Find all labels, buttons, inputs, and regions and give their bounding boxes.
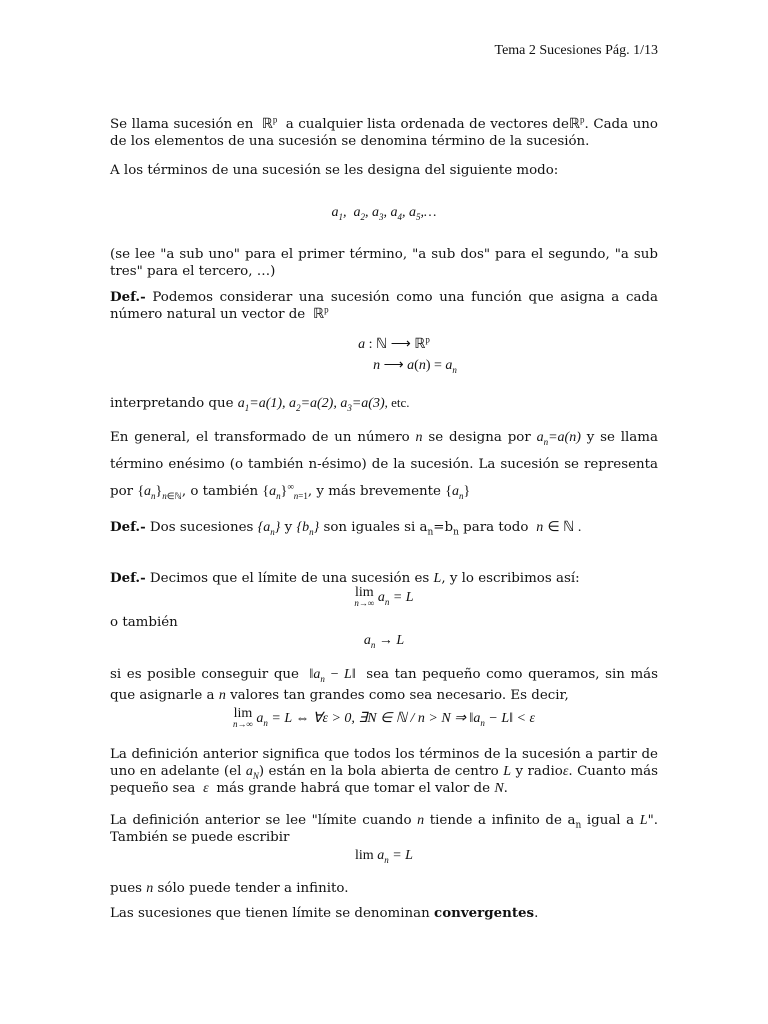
definition-function: Def.- Podemos considerar una sucesión como una función que asigna a cada número natural un vector de ℝ$^p$ xyxy=(110,289,658,322)
paragraph-reading: (se lee "a sub uno" para el primer término, "a sub dos" para el segundo, "a sub tres" para el tercero, …) xyxy=(110,247,658,279)
def-label: Def.- xyxy=(110,289,146,305)
function-mapping: a : ℕ ⟶ ℝ$^p$ n ⟶ $a(n) = a_n$ xyxy=(358,334,457,375)
paragraph-interpretation: interpretando que $a_1=a(1)$, $a_2=a(2)$, $a_3=a(3)$, etc. xyxy=(110,395,410,413)
paragraph-sucesion-definition: Se llama sucesión en ℝ$^p$ a cualquier lista ordenada de vectores deℝ$^p$. Cada uno de los elementos de una sucesión se denomina término de la sucesión. xyxy=(110,114,658,149)
arrow-formula: $a_n \to L$ xyxy=(363,633,405,650)
epsilon-definition: lim n→∞ $a_n = L$ ⇔ ∀ε > 0, ∃N ∈ ℕ / n > N ⇒ $‖a_n$ − L‖ < ε xyxy=(232,706,536,729)
limit-formula: lim n→∞ $a_n = L$ xyxy=(354,585,414,608)
limit-formula-short: $\lim a_n = L$ xyxy=(355,848,413,865)
definition-limit: Def.- Decimos que el límite de una sucesión es L, y lo escribimos así: xyxy=(110,570,580,586)
convergent-term: convergentes xyxy=(434,905,535,921)
sequence-terms: $a_1$, $a_2$, $a_3$, $a_4$, $a_5,\dots$ xyxy=(331,205,437,222)
paragraph-infinity: pues n sólo puede tender a infinito. xyxy=(110,881,349,896)
definition-equality: Def.- Dos sucesiones $\{a_n\}$ y $\{b_n\}$ son iguales si $a_n=b_n$ para todo n ∈ ℕ . xyxy=(110,519,582,538)
paragraph-condition: si es posible conseguir que $‖a_n$ − L‖ sea tan pequeño como queramos, sin más que asignarle a n valores tan grandes como sea necesario. Es decir, xyxy=(110,667,659,703)
paragraph-reading-limit: La definición anterior se lee "límite cuando n tiende a infinito de $a_n$ igual a L". También se puede escribir xyxy=(110,813,658,845)
page-header: Tema 2 Sucesiones Pág. 1/13 xyxy=(494,43,658,58)
paragraph-convergent: Las sucesiones que tienen límite se denominan convergentes. xyxy=(110,905,539,921)
paragraph-terms-intro: A los términos de una sucesión se les designa del siguiente modo: xyxy=(110,163,559,178)
also-text: o también xyxy=(110,615,178,630)
paragraph-general-term: En general, el transformado de un número n se designa por $a_n=a(n)$ y se llama término enésimo (o también n-ésimo) de la sucesión. La sucesión se representa por $\{a_n\}_{n\in ℕ}$, o también $\{a_n\}^\infty_{n=1}$, y más brevemente $\{a_n\}$ xyxy=(110,430,658,501)
paragraph-meaning: La definición anterior significa que todos los términos de la sucesión a partir de uno en adelante (el $a_N$) están en la bola abierta de centro L y radioε. Cuanto más pequeño sea ε más grande habrá que tomar el valor de N. xyxy=(110,747,658,796)
